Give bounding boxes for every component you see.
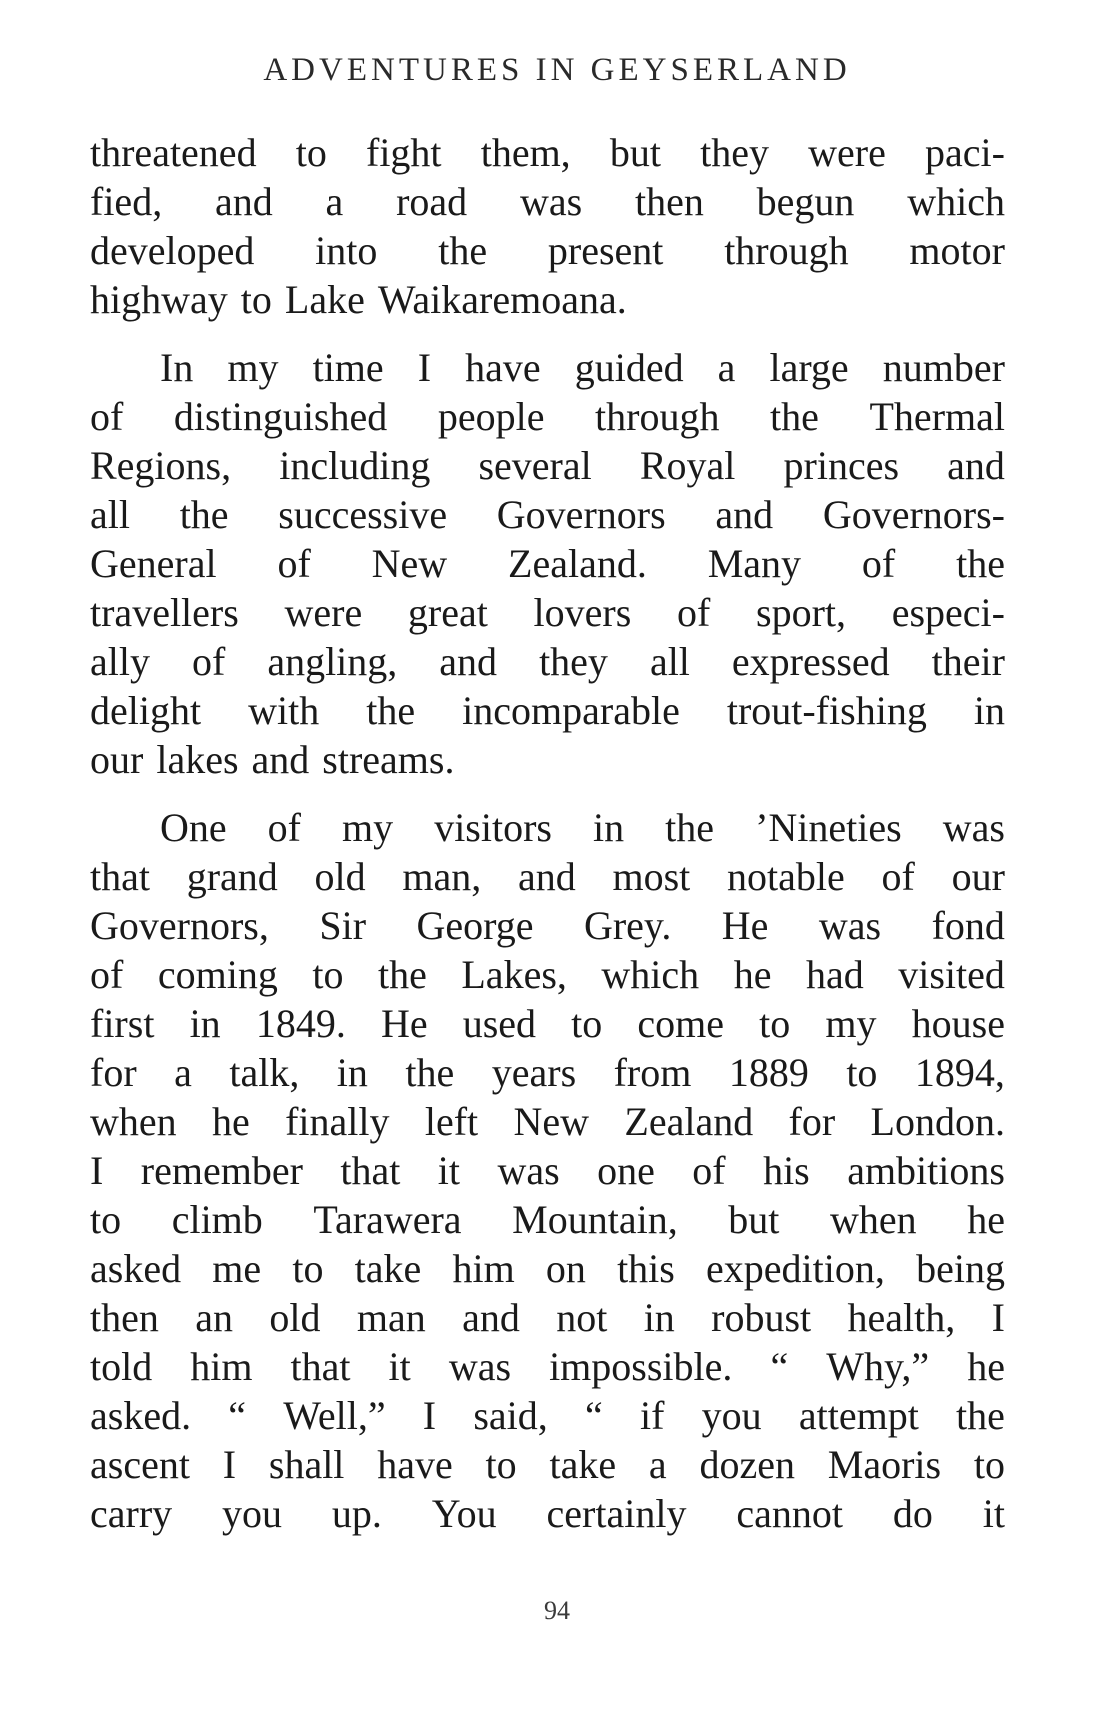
- body-text: [90, 128, 1005, 1538]
- text-line: I remember that it was one of his ambitions: [90, 1148, 1005, 1193]
- text-line: asked. “ Well,” I said, “ if you attempt the: [90, 1393, 1005, 1438]
- text-line: for a talk, in the years from 1889 to 1894,: [90, 1050, 1005, 1095]
- paragraph: [90, 803, 1005, 1538]
- text-line: fied, and a road was then begun which: [90, 179, 1005, 224]
- text-line: all the successive Governors and Governors-: [90, 492, 1005, 537]
- text-line: to climb Tarawera Mountain, but when he: [90, 1197, 1005, 1242]
- text-line: ascent I shall have to take a dozen Maoris to: [90, 1442, 1005, 1487]
- text-line: told him that it was impossible. “ Why,” he: [90, 1344, 1005, 1389]
- text-line: One of my visitors in the ’Nineties was: [160, 805, 1005, 850]
- text-line: General of New Zealand. Many of the: [90, 541, 1005, 586]
- text-line: first in 1849. He used to come to my house: [90, 1001, 1005, 1046]
- text-line: that grand old man, and most notable of our: [90, 854, 1005, 899]
- paragraph-gap: [90, 324, 1005, 343]
- running-head: ADVENTURES IN GEYSERLAND: [263, 52, 851, 88]
- text-line: Regions, including several Royal princes and: [90, 443, 1005, 488]
- text-line: In my time I have guided a large number: [160, 345, 1005, 390]
- text-line: carry you up. You certainly cannot do it: [90, 1491, 1005, 1536]
- text-line: ally of angling, and they all expressed their: [90, 639, 1005, 684]
- text-line: travellers were great lovers of sport, especi-: [90, 590, 1005, 635]
- text-line: of coming to the Lakes, which he had visited: [90, 952, 1005, 997]
- page-number: 94: [544, 1596, 570, 1625]
- text-line: threatened to fight them, but they were paci-: [90, 130, 1005, 175]
- text-line: highway to Lake Waikaremoana.: [90, 277, 627, 322]
- paragraph-gap: [90, 784, 1005, 803]
- text-line: our lakes and streams.: [90, 737, 455, 782]
- paragraph: [90, 128, 1005, 324]
- text-line: when he finally left New Zealand for London.: [90, 1099, 1005, 1144]
- text-line: then an old man and not in robust health, I: [90, 1295, 1005, 1340]
- text-line: developed into the present through motor: [90, 228, 1005, 273]
- text-line: delight with the incomparable trout-fishing in: [90, 688, 1005, 733]
- text-line: Governors, Sir George Grey. He was fond: [90, 903, 1005, 948]
- paragraph: [90, 343, 1005, 784]
- text-line: asked me to take him on this expedition, being: [90, 1246, 1005, 1291]
- text-line: of distinguished people through the Thermal: [90, 394, 1005, 439]
